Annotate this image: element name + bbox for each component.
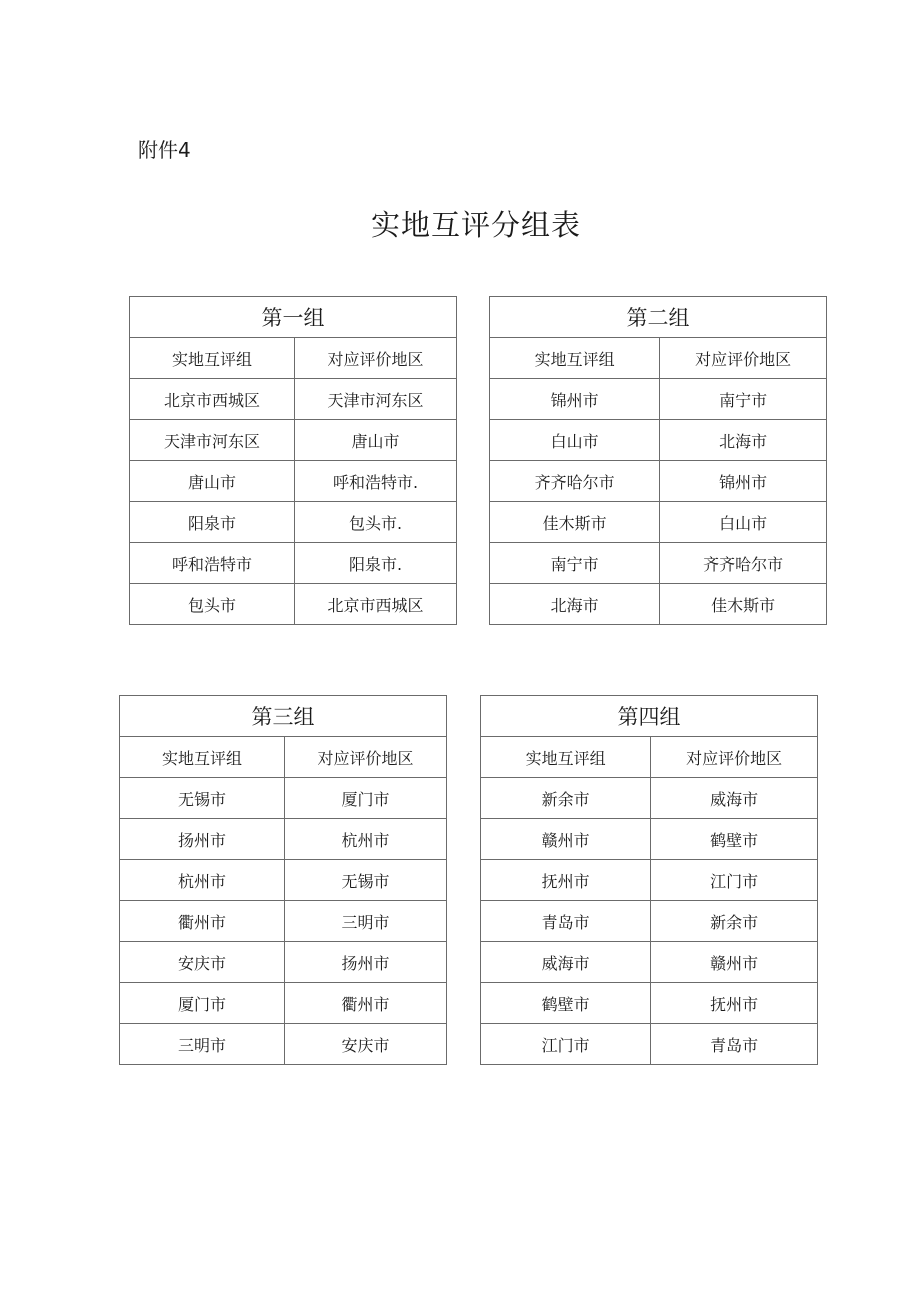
table-row [120,860,447,901]
group-table-3 [119,695,447,1065]
evaluated-region: 呼和浩特市. [295,461,457,502]
group-table-4 [480,695,818,1065]
evaluator-city: 厦门市 [120,983,285,1024]
group-title: 第三组 [120,696,447,737]
column-header-row [120,737,447,778]
table-row [481,819,818,860]
table-row [490,543,827,584]
table-row [120,983,447,1024]
table-row [481,778,818,819]
table-row [481,942,818,983]
evaluator-city: 北海市 [490,584,660,625]
evaluated-region: 赣州市 [651,942,818,983]
evaluated-region: 鹤壁市 [651,819,818,860]
evaluator-city: 衢州市 [120,901,285,942]
column-header-row [481,737,818,778]
evaluator-city: 赣州市 [481,819,651,860]
evaluated-region: 衢州市 [285,983,447,1024]
table-row [120,942,447,983]
evaluator-city: 抚州市 [481,860,651,901]
evaluated-region: 无锡市 [285,860,447,901]
column-header-evaluated: 对应评价地区 [285,737,447,778]
evaluator-city: 青岛市 [481,901,651,942]
column-header-evaluator: 实地互评组 [490,338,660,379]
evaluated-region: 白山市 [660,502,827,543]
evaluator-city: 新余市 [481,778,651,819]
table-row [490,379,827,420]
table-row [120,901,447,942]
evaluated-region: 威海市 [651,778,818,819]
column-header-evaluator: 实地互评组 [120,737,285,778]
evaluator-city: 北京市西城区 [130,379,295,420]
table-row [481,860,818,901]
evaluator-city: 呼和浩特市 [130,543,295,584]
group-title: 第四组 [481,696,818,737]
column-header-row [490,338,827,379]
table-row [490,461,827,502]
evaluator-city: 无锡市 [120,778,285,819]
evaluated-region: 厦门市 [285,778,447,819]
table-row [481,1024,818,1065]
evaluator-city: 南宁市 [490,543,660,584]
evaluated-region: 北海市 [660,420,827,461]
table-row [130,543,457,584]
evaluator-city: 齐齐哈尔市 [490,461,660,502]
evaluator-city: 锦州市 [490,379,660,420]
evaluated-region: 唐山市 [295,420,457,461]
evaluator-city: 杭州市 [120,860,285,901]
evaluator-city: 江门市 [481,1024,651,1065]
group-table-1 [129,296,457,625]
evaluator-city: 白山市 [490,420,660,461]
table-row [490,420,827,461]
evaluated-region: 杭州市 [285,819,447,860]
evaluated-region: 扬州市 [285,942,447,983]
table-row [481,983,818,1024]
column-header-evaluated: 对应评价地区 [660,338,827,379]
table-row [130,461,457,502]
evaluated-region: 江门市 [651,860,818,901]
evaluator-city: 安庆市 [120,942,285,983]
evaluator-city: 唐山市 [130,461,295,502]
evaluator-city: 扬州市 [120,819,285,860]
evaluator-city: 天津市河东区 [130,420,295,461]
table-row [130,420,457,461]
page-title: 实地互评分组表 [370,208,581,242]
table-row [130,379,457,420]
evaluator-city: 威海市 [481,942,651,983]
group-title: 第二组 [490,297,827,338]
evaluator-city: 阳泉市 [130,502,295,543]
evaluator-city: 三明市 [120,1024,285,1065]
column-header-evaluator: 实地互评组 [130,338,295,379]
evaluated-region: 新余市 [651,901,818,942]
evaluated-region: 包头市. [295,502,457,543]
attachment-label: 附件4 [138,138,191,162]
column-header-row [130,338,457,379]
table-row [120,778,447,819]
table-row [120,1024,447,1065]
evaluated-region: 抚州市 [651,983,818,1024]
column-header-evaluated: 对应评价地区 [651,737,818,778]
group-title: 第一组 [130,297,457,338]
evaluated-region: 青岛市 [651,1024,818,1065]
table-row [120,819,447,860]
evaluated-region: 南宁市 [660,379,827,420]
evaluated-region: 锦州市 [660,461,827,502]
evaluated-region: 佳木斯市 [660,584,827,625]
evaluator-city: 鹤壁市 [481,983,651,1024]
group-table-2 [489,296,827,625]
evaluated-region: 安庆市 [285,1024,447,1065]
evaluated-region: 阳泉市. [295,543,457,584]
column-header-evaluator: 实地互评组 [481,737,651,778]
table-row [490,584,827,625]
evaluated-region: 北京市西城区 [295,584,457,625]
column-header-evaluated: 对应评价地区 [295,338,457,379]
evaluator-city: 佳木斯市 [490,502,660,543]
evaluated-region: 三明市 [285,901,447,942]
table-row [130,502,457,543]
table-row [490,502,827,543]
evaluator-city: 包头市 [130,584,295,625]
table-row [130,584,457,625]
table-row [481,901,818,942]
evaluated-region: 天津市河东区 [295,379,457,420]
evaluated-region: 齐齐哈尔市 [660,543,827,584]
